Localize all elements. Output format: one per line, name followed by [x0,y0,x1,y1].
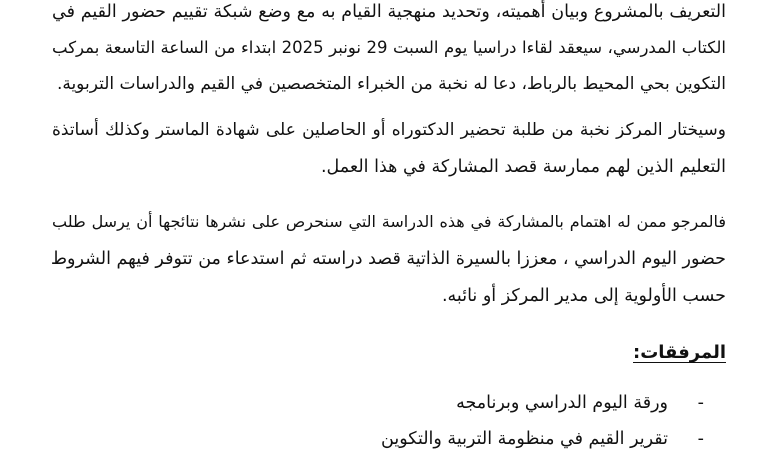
paragraph-1-line-2: الكتاب المدرسي، سيعقد لقاءا دراسيا يوم السبت 29 نونبر 2025 ابتداء من الساعة التاسعة بمركب [52,38,726,57]
paragraph-2-line-2: التعليم الذين لهم ممارسة قصد المشاركة في هذا العمل. [320,157,726,177]
paragraph-1-line-1: التعريف بالمشروع وبيان أهميته، وتحديد منهجية القيام به مع وضع شبكة تقييم حضور القيم في [52,2,726,22]
document-page [52,0,726,470]
paragraph-2-line-1: وسيختار المركز نخبة من طلبة تحضير الدكتوراه أو الحاصلين على شهادة الماستر وكذلك أساتذة [52,120,726,140]
paragraph-3-line-1: فالمرجو ممن له اهتمام بالمشاركة في هذه الدراسة التي سنحرص على نشرها نتائجها أن يرسل طلب [52,212,726,231]
attachment-item [456,393,704,413]
attachment-item-label: ورقة اليوم الدراسي وبرنامجه [456,393,668,413]
bullet-dash: - [697,429,704,449]
paragraph-3-line-2: حضور اليوم الدراسي ، معززا بالسيرة الذاتية قصد دراسته ثم استدعاء من تتوفر فيهم الشروط [50,249,726,269]
bullet-dash: - [697,393,704,413]
paragraph-1-line-3: التكوين بحي المحيط بالرباط، دعا له نخبة من الخبراء المتخصصين في القيم والدراسات التربوية. [56,74,726,94]
attachment-item-label: تقرير القيم في منظومة التربية والتكوين [381,429,668,449]
attachment-item [381,429,704,449]
paragraph-3-line-3: حسب الأولوية إلى مدير المركز أو نائبه. [441,286,726,306]
attachments-heading: المرفقات: [633,342,726,363]
